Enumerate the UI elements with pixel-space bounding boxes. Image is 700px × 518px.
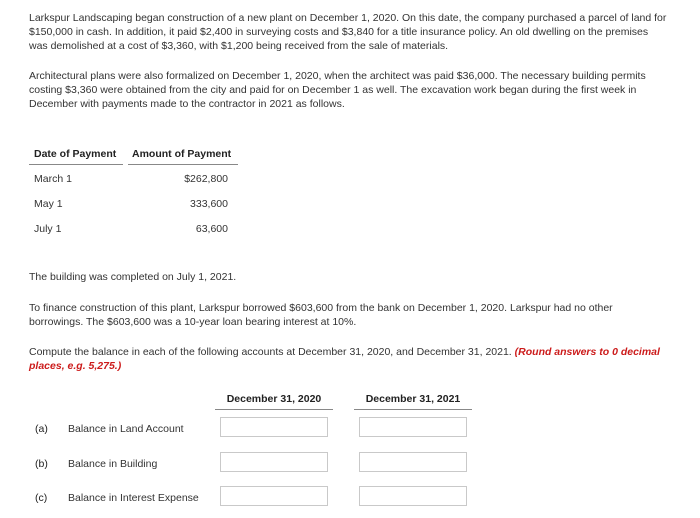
problem-paragraph-4: To finance construction of this plant, Larkspur borrowed $603,600 from the bank on December 1, 2020. Larkspur had no other borrowings. The $603,600 was a 10-year loan bearing interest at 10%. bbox=[29, 302, 613, 328]
payments-table-header bbox=[29, 144, 234, 168]
land-2020-input[interactable] bbox=[220, 417, 328, 437]
payment-date: March 1 bbox=[34, 173, 72, 185]
payment-amount: $262,800 bbox=[184, 173, 228, 185]
column-header-2021: December 31, 2021 bbox=[354, 389, 472, 410]
problem-paragraph-2: Architectural plans were also formalized on December 1, 2020, when the architect was paid $36,000. The necessary building permits costing $3,360 were obtained from the city and paid for on December 1 as well. The excavation work began during the first week in December with payments made to the contractor in 2021 as follows. bbox=[29, 70, 646, 110]
interest-2020-input[interactable] bbox=[220, 486, 328, 506]
row-label: Balance in Building bbox=[68, 458, 158, 470]
row-letter: (c) bbox=[35, 492, 48, 504]
problem-instructions bbox=[29, 345, 669, 373]
problem-paragraph-1: Larkspur Landscaping began construction of a new plant on December 1, 2020. On this date, the company purchased a parcel of land for $150,000 in cash. In addition, it paid $2,400 in surveying costs and $3,840 for a title insurance policy. An old dwelling on the premises was demolished at a cost of $3,360, with $1,200 being received from the sale of materials. bbox=[29, 12, 667, 52]
amount-column-header: Amount of Payment bbox=[128, 144, 238, 165]
row-letter: (b) bbox=[35, 458, 48, 470]
payment-date: May 1 bbox=[34, 198, 63, 210]
building-2021-input[interactable] bbox=[359, 452, 467, 472]
payment-date: July 1 bbox=[34, 223, 62, 235]
table-row bbox=[29, 218, 234, 243]
building-2020-input[interactable] bbox=[220, 452, 328, 472]
row-label: Balance in Interest Expense bbox=[68, 492, 199, 504]
row-letter: (a) bbox=[35, 423, 48, 435]
answer-row-interest-expense bbox=[0, 486, 700, 510]
payments-table bbox=[29, 144, 234, 243]
answer-row-land bbox=[0, 417, 700, 441]
instructions-text: Compute the balance in each of the following accounts at December 31, 2020, and December 31, 2021. bbox=[29, 346, 512, 358]
answer-row-building bbox=[0, 452, 700, 476]
rounding-instruction: (Round answers to 0 decimal places, e.g. 5,275.) bbox=[29, 346, 660, 372]
payment-amount: 63,600 bbox=[195, 223, 228, 235]
table-row bbox=[29, 193, 234, 218]
table-row bbox=[29, 168, 234, 193]
payment-amount: 333,600 bbox=[190, 198, 228, 210]
column-header-2020: December 31, 2020 bbox=[215, 389, 333, 410]
row-label: Balance in Land Account bbox=[68, 423, 184, 435]
interest-2021-input[interactable] bbox=[359, 486, 467, 506]
land-2021-input[interactable] bbox=[359, 417, 467, 437]
date-column-header: Date of Payment bbox=[29, 144, 123, 165]
problem-paragraph-3: The building was completed on July 1, 2021. bbox=[29, 271, 237, 283]
